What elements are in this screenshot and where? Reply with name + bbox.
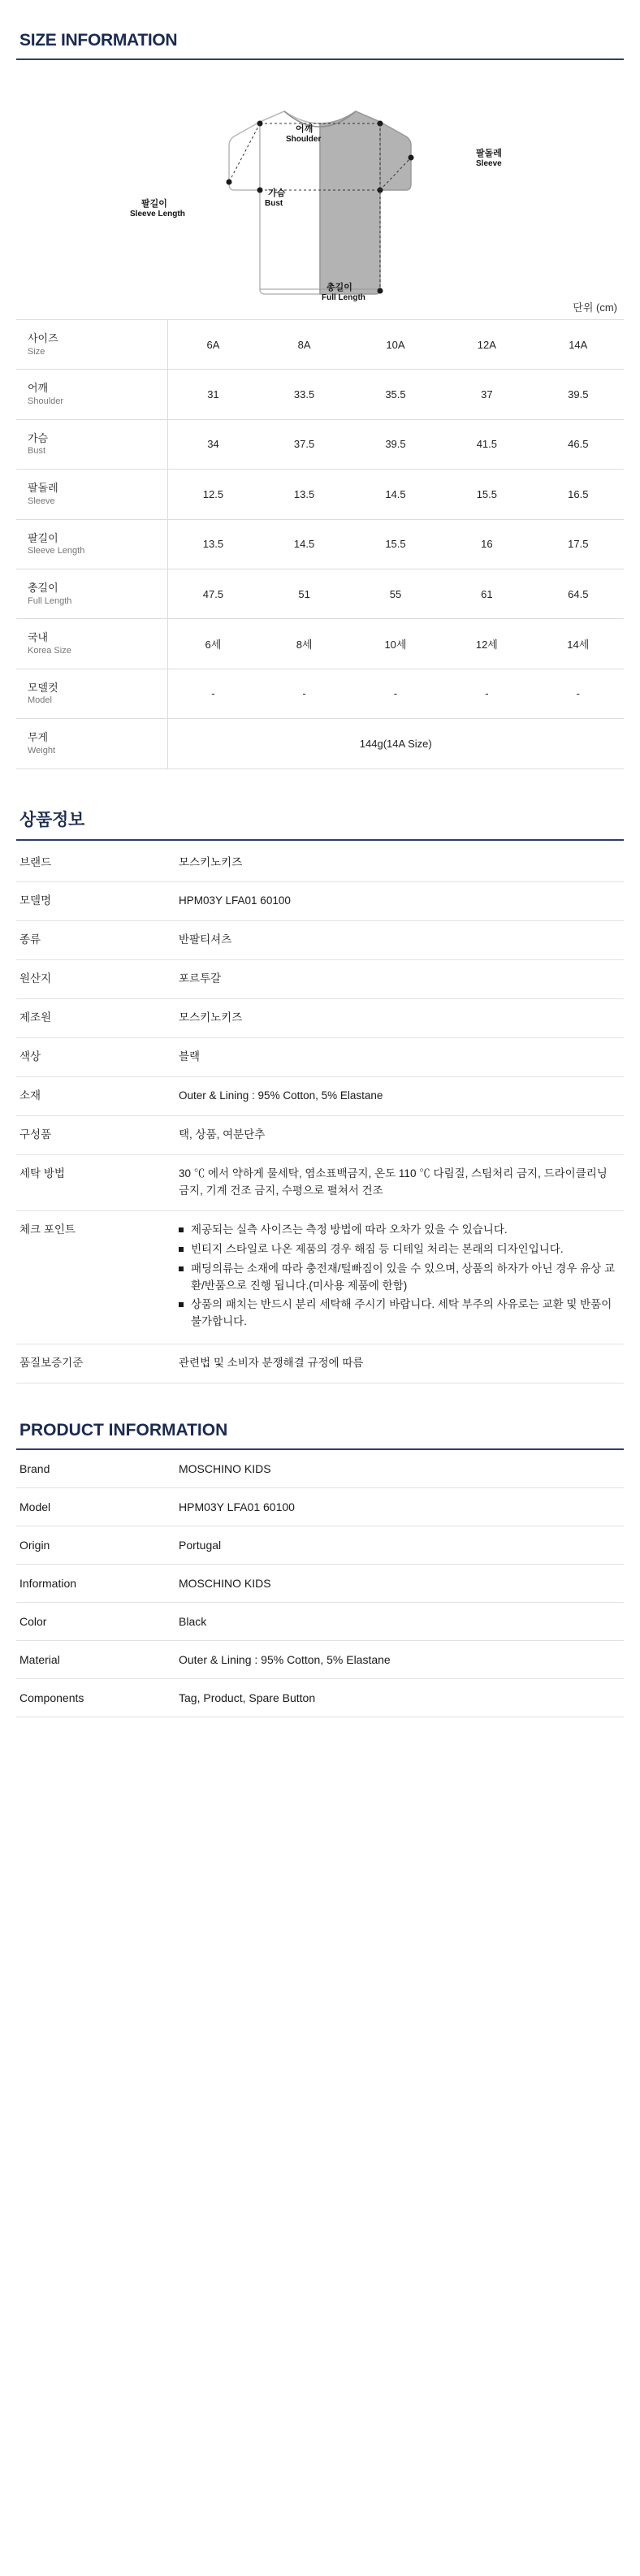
info-label: 제조원 <box>16 999 167 1038</box>
table-row <box>16 1450 624 1488</box>
row-label-kr: 팔돌레 <box>28 482 58 495</box>
product-info-table-en <box>16 1450 624 1717</box>
cell: 46.5 <box>533 419 624 469</box>
row-label-kr: 국내 <box>28 631 49 644</box>
info-label: 모델명 <box>16 882 167 921</box>
table-row <box>16 370 624 419</box>
row-label-en: Shoulder <box>28 396 64 406</box>
info-value: 블랙 <box>167 1038 624 1077</box>
list-item: 빈티지 스타일로 나온 제품의 경우 해짐 등 디테일 처리는 본래의 디자인입니다. <box>179 1241 619 1258</box>
cell: 17.5 <box>533 519 624 569</box>
table-row <box>16 999 624 1038</box>
info-label: 구성품 <box>16 1115 167 1154</box>
cell: 13.5 <box>258 470 349 519</box>
cell: 31 <box>167 370 258 419</box>
table-row <box>16 1077 624 1116</box>
row-label-kr: 모델컷 <box>28 681 58 694</box>
table-row <box>16 921 624 960</box>
info-label: 품질보증기준 <box>16 1344 167 1383</box>
row-label-en: Model <box>28 695 52 706</box>
cell: 41.5 <box>441 419 532 469</box>
product-info-heading-en: PRODUCT INFORMATION <box>16 1421 624 1450</box>
info-value: 포르투갈 <box>167 960 624 999</box>
info-label: Information <box>16 1565 167 1603</box>
label-shoulder-en: Shoulder <box>286 135 322 144</box>
cell: 33.5 <box>258 370 349 419</box>
info-label: Material <box>16 1641 167 1679</box>
cell: 37.5 <box>258 419 349 469</box>
info-value: 관련법 및 소비자 분쟁해결 규정에 따름 <box>167 1344 624 1383</box>
cell: 61 <box>441 569 532 618</box>
size-table <box>16 319 624 769</box>
row-label-kr: 팔길이 <box>28 531 58 544</box>
table-row <box>16 1488 624 1526</box>
info-label: 브랜드 <box>16 844 167 882</box>
info-value: Outer & Lining : 95% Cotton, 5% Elastane <box>167 1077 624 1116</box>
cell: 14세 <box>533 619 624 669</box>
garment-measurement-diagram <box>16 60 624 304</box>
cell: 47.5 <box>167 569 258 618</box>
row-label-kr: 가슴 <box>28 431 49 444</box>
tshirt-diagram-svg <box>16 60 624 304</box>
info-label: Components <box>16 1679 167 1717</box>
cell: 14.5 <box>350 470 441 519</box>
cell: 16.5 <box>533 470 624 519</box>
table-row <box>16 1038 624 1077</box>
cell: 10세 <box>350 619 441 669</box>
table-row <box>16 669 624 718</box>
label-sleeve-en: Sleeve <box>476 159 502 168</box>
info-label: 소재 <box>16 1077 167 1116</box>
label-bust-kr: 가슴 <box>268 188 286 198</box>
unit-note: 단위 (cm) <box>573 301 617 314</box>
label-bust-en: Bust <box>265 199 283 208</box>
cell: 55 <box>350 569 441 618</box>
page-root <box>0 31 640 1742</box>
label-sleeve-kr: 팔돌레 <box>476 149 502 158</box>
row-label-en: Full Length <box>28 595 72 606</box>
cell: 8세 <box>258 619 349 669</box>
product-info-heading-kr: 상품정보 <box>16 807 624 841</box>
row-label-kr: 무게 <box>28 731 49 744</box>
table-row <box>16 882 624 921</box>
table-row-weight <box>16 719 624 768</box>
info-value: MOSCHINO KIDS <box>167 1565 624 1603</box>
cell: 12세 <box>441 619 532 669</box>
table-row <box>16 1344 624 1383</box>
info-value: Portugal <box>167 1526 624 1565</box>
cell: 35.5 <box>350 370 441 419</box>
info-value: 모스키노키즈 <box>167 999 624 1038</box>
table-row <box>16 1679 624 1717</box>
size-header-label-en: Size <box>28 346 45 357</box>
label-full-length-en: Full Length <box>322 293 365 302</box>
table-row <box>16 419 624 469</box>
size-col-4: 14A <box>533 320 624 370</box>
cell: 13.5 <box>167 519 258 569</box>
table-row <box>16 1603 624 1641</box>
info-value: HPM03Y LFA01 60100 <box>167 1488 624 1526</box>
table-row <box>16 470 624 519</box>
row-label-en: Weight <box>28 745 56 755</box>
info-value: 30 ℃ 에서 약하게 물세탁, 염소표백금지, 온도 110 ℃ 다림질, 스팀처리 금지, 드라이클리닝 금지, 기계 건조 금지, 수평으로 펼쳐서 건조 <box>167 1154 624 1210</box>
cell: 39.5 <box>350 419 441 469</box>
table-row <box>16 1565 624 1603</box>
size-col-3: 12A <box>441 320 532 370</box>
table-row <box>16 519 624 569</box>
info-value: 모스키노키즈 <box>167 844 624 882</box>
product-info-table-kr <box>16 844 624 1384</box>
row-label-en: Sleeve Length <box>28 546 85 556</box>
info-value: Tag, Product, Spare Button <box>167 1679 624 1717</box>
cell: 39.5 <box>533 370 624 419</box>
info-value: 택, 상품, 여분단추 <box>167 1115 624 1154</box>
size-col-1: 8A <box>258 320 349 370</box>
row-label-kr: 총길이 <box>28 581 58 594</box>
size-col-0: 6A <box>167 320 258 370</box>
info-label: Color <box>16 1603 167 1641</box>
cell: 34 <box>167 419 258 469</box>
table-row <box>16 1154 624 1210</box>
check-points-value <box>167 1210 624 1344</box>
cell: 15.5 <box>350 519 441 569</box>
list-item: 상품의 패치는 반드시 분리 세탁해 주시기 바랍니다. 세탁 부주의 사유로는 교환 및 반품이 불가합니다. <box>179 1297 619 1331</box>
table-row <box>16 619 624 669</box>
info-value: Outer & Lining : 95% Cotton, 5% Elastane <box>167 1641 624 1679</box>
label-sleeve-length-en: Sleeve Length <box>130 210 185 219</box>
cell: - <box>533 669 624 718</box>
label-shoulder-kr: 어깨 <box>296 124 314 134</box>
size-information-heading: SIZE INFORMATION <box>16 31 624 60</box>
table-row-check-points <box>16 1210 624 1344</box>
check-points-label: 체크 포인트 <box>16 1210 167 1344</box>
row-label-kr: 어깨 <box>28 382 49 395</box>
info-label: 원산지 <box>16 960 167 999</box>
cell: 51 <box>258 569 349 618</box>
label-sleeve-length-kr: 팔길이 <box>141 199 167 209</box>
info-label: Model <box>16 1488 167 1526</box>
cell: 6세 <box>167 619 258 669</box>
table-row <box>16 1526 624 1565</box>
table-row-header <box>16 320 624 370</box>
table-row <box>16 1641 624 1679</box>
check-points-list <box>179 1222 619 1331</box>
table-row <box>16 1115 624 1154</box>
cell: - <box>258 669 349 718</box>
size-header-label-kr: 사이즈 <box>28 332 58 344</box>
info-value: 반팔티셔츠 <box>167 921 624 960</box>
table-row <box>16 569 624 618</box>
cell: 37 <box>441 370 532 419</box>
row-label-en: Bust <box>28 446 46 457</box>
info-label: Origin <box>16 1526 167 1565</box>
label-full-length-kr: 총길이 <box>326 283 352 292</box>
info-label: Brand <box>16 1450 167 1488</box>
info-value: HPM03Y LFA01 60100 <box>167 882 624 921</box>
list-item: 패딩의류는 소재에 따라 충전재/털빠짐이 있을 수 있으며, 상품의 하자가 아닌 경우 유상 교환/반품으로 진행 됩니다.(미사용 제품에 한함) <box>179 1261 619 1295</box>
row-label-en: Korea Size <box>28 645 71 656</box>
list-item: 제공되는 실측 사이즈는 측정 방법에 따라 오차가 있을 수 있습니다. <box>179 1222 619 1239</box>
table-row <box>16 844 624 882</box>
cell: 14.5 <box>258 519 349 569</box>
cell: - <box>167 669 258 718</box>
cell: 15.5 <box>441 470 532 519</box>
cell: 12.5 <box>167 470 258 519</box>
size-col-2: 10A <box>350 320 441 370</box>
table-row <box>16 960 624 999</box>
info-value: MOSCHINO KIDS <box>167 1450 624 1488</box>
weight-value: 144g(14A Size) <box>167 719 624 768</box>
cell: 64.5 <box>533 569 624 618</box>
info-label: 종류 <box>16 921 167 960</box>
info-value: Black <box>167 1603 624 1641</box>
cell: 16 <box>441 519 532 569</box>
cell: - <box>441 669 532 718</box>
cell: - <box>350 669 441 718</box>
info-label: 세탁 방법 <box>16 1154 167 1210</box>
info-label: 색상 <box>16 1038 167 1077</box>
row-label-en: Sleeve <box>28 496 55 506</box>
